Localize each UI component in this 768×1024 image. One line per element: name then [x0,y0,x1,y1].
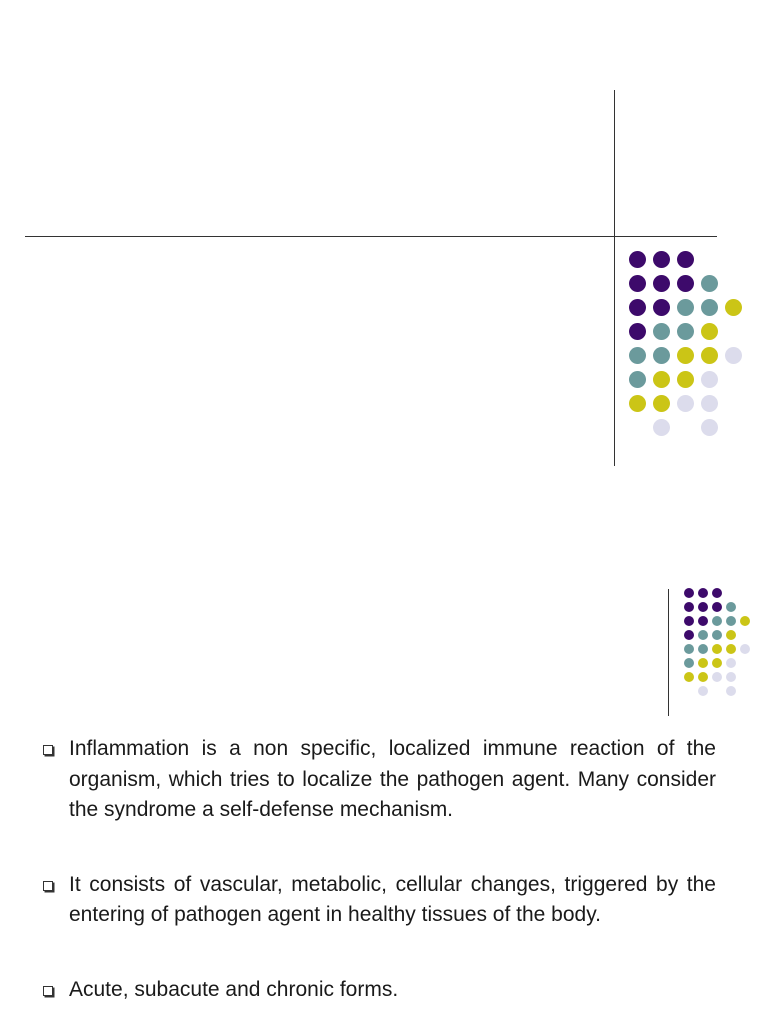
square-bullet-icon [43,745,53,755]
decorative-dot [653,395,670,412]
square-bullet-icon [43,881,53,891]
decorative-dot [701,275,718,292]
decorative-dot [726,644,736,654]
decorative-dot [684,630,694,640]
decorative-dot [629,275,646,292]
decorative-dot [677,395,694,412]
decorative-dot [653,251,670,268]
bullet-list [40,734,716,1005]
decorative-dot [726,616,736,626]
decorative-dot [684,672,694,682]
decorative-dot [698,644,708,654]
decorative-dot [726,658,736,668]
decorative-dot [653,419,670,436]
decorative-dot [684,588,694,598]
decorative-dot [629,299,646,316]
decorative-dot [684,644,694,654]
decorative-dot [712,588,722,598]
decorative-dot [629,251,646,268]
thumbnail-vertical-rule [668,589,669,716]
decorative-dot [725,347,742,364]
decorative-dot [740,616,750,626]
decorative-dot [726,672,736,682]
decorative-dot [698,588,708,598]
decorative-dot [698,630,708,640]
bullet-text: Acute, subacute and chronic forms. [69,977,399,1001]
decorative-dot [653,371,670,388]
decorative-dot [677,371,694,388]
bullet-text: Inflammation is a non specific, localized immune reaction of the organism, which tries to localize the pathogen agent. Many consider the syndrome a self-defense mechanism. [69,737,716,821]
decorative-dot [726,630,736,640]
bullet-item [40,870,716,931]
decorative-dot [677,323,694,340]
decorative-dot [712,616,722,626]
decorative-dot [712,672,722,682]
decorative-dot [677,251,694,268]
decorative-dot [726,602,736,612]
decorative-dot [629,347,646,364]
decorative-dot [653,323,670,340]
decorative-dot [712,602,722,612]
decorative-dot [684,616,694,626]
bullet-item [40,734,716,826]
decorative-dot [701,323,718,340]
decorative-dot [653,347,670,364]
decorative-dot [629,323,646,340]
decorative-dot [684,658,694,668]
decorative-dot [698,686,708,696]
decorative-dot [698,672,708,682]
decorative-dot [698,602,708,612]
bullet-text: It consists of vascular, metabolic, cellular changes, triggered by the entering of pathogen agent in healthy tissues of the body. [69,872,716,926]
decorative-dot [629,371,646,388]
decorative-dot [701,395,718,412]
decorative-dot [701,347,718,364]
decorative-dot [677,347,694,364]
decorative-dot [740,644,750,654]
decorative-dot [684,602,694,612]
decorative-dot [701,419,718,436]
decorative-dot [701,371,718,388]
decorative-dot [629,395,646,412]
decorative-dot [725,299,742,316]
slide-horizontal-rule [25,236,717,237]
slide-vertical-rule [614,90,615,466]
decorative-dot [726,686,736,696]
decorative-dot [712,630,722,640]
decorative-dot [701,299,718,316]
square-bullet-icon [43,986,53,996]
decorative-dot [698,658,708,668]
decorative-dot [712,644,722,654]
decorative-dot [653,299,670,316]
decorative-dot [712,658,722,668]
bullet-item [40,975,716,1006]
decorative-dot [698,616,708,626]
decorative-dot [653,275,670,292]
decorative-dot [677,299,694,316]
decorative-dot [677,275,694,292]
